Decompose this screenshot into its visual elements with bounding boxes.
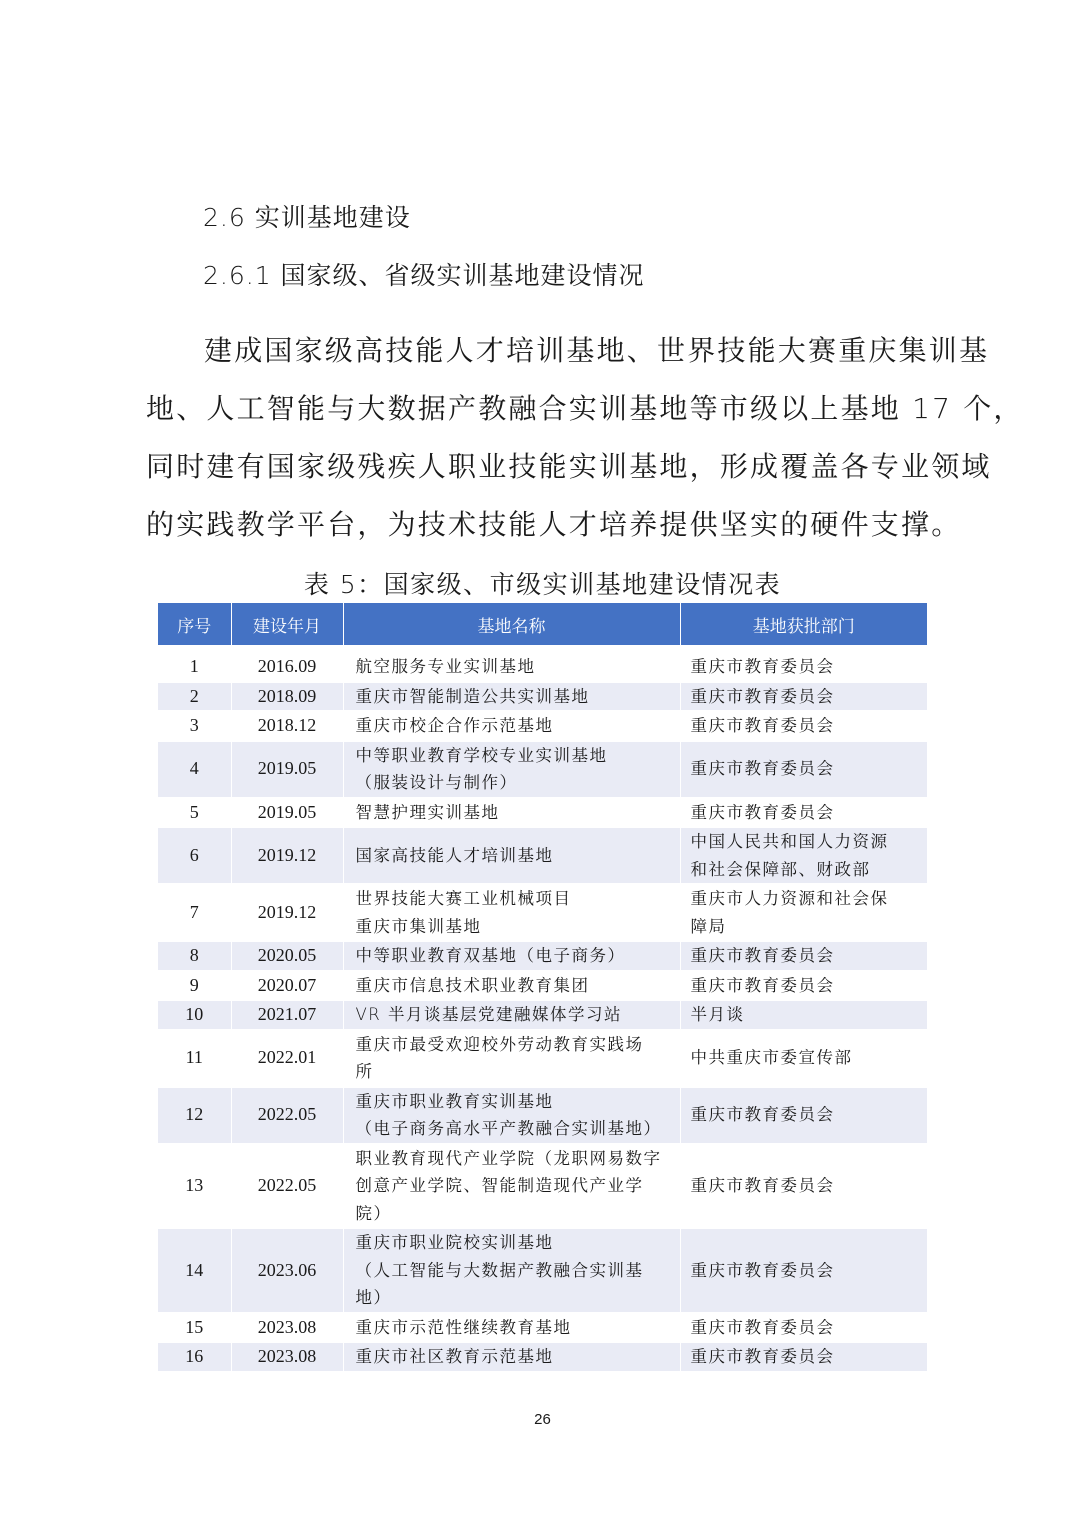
cell-no: 7 — [158, 884, 231, 941]
cell-name — [343, 1030, 680, 1087]
cell-name-line: 中等职业教育双基地（电子商务） — [355, 946, 626, 965]
header-name: 基地名称 — [343, 603, 680, 646]
paragraph-line: 同时建有国家级残疾人职业技能实训基地，形成覆盖各专业领域 — [146, 450, 992, 483]
table-row — [158, 1030, 927, 1087]
cell-name — [343, 884, 680, 941]
cell-dept-line: 重庆市教育委员会 — [690, 1176, 835, 1195]
cell-name-line: 国家高技能人才培训基地 — [355, 845, 554, 865]
cell-dept — [680, 884, 927, 941]
cell-dept — [680, 711, 927, 741]
cell-no: 12 — [158, 1087, 231, 1144]
table-row — [158, 711, 927, 741]
cell-dept-line: 重庆市教育委员会 — [690, 946, 835, 965]
cell-name — [343, 971, 680, 1001]
table-row — [158, 941, 927, 971]
cell-dept — [680, 941, 927, 971]
section-heading: 2.6 实训基地建设 — [203, 203, 411, 232]
table-row — [158, 884, 927, 941]
cell-date: 2018.09 — [231, 682, 343, 712]
cell-no: 2 — [158, 682, 231, 712]
table-row — [158, 741, 927, 798]
cell-name — [343, 652, 680, 682]
cell-date: 2019.12 — [231, 884, 343, 941]
cell-dept-line: 半月谈 — [690, 1005, 745, 1024]
cell-no: 6 — [158, 827, 231, 884]
cell-no: 9 — [158, 971, 231, 1001]
cell-dept — [680, 1313, 927, 1343]
cell-no: 4 — [158, 741, 231, 798]
table-row — [158, 1313, 927, 1343]
cell-dept-line: 重庆市教育委员会 — [690, 657, 835, 676]
cell-no: 15 — [158, 1313, 231, 1343]
header-dept: 基地获批部门 — [680, 603, 927, 646]
training-base-table — [158, 603, 927, 1371]
table-row — [158, 1087, 927, 1144]
cell-date: 2023.06 — [231, 1228, 343, 1313]
cell-name-line: 重庆市社区教育示范基地 — [355, 1347, 554, 1366]
body-paragraph — [146, 322, 1024, 554]
cell-dept-line: 重庆市人力资源和社会保 — [690, 889, 889, 908]
cell-name-line: 创意产业学院、智能制造现代产业学 — [355, 1176, 644, 1195]
cell-name-line: 重庆市集训基地 — [355, 916, 482, 936]
cell-name-line: 重庆市校企合作示范基地 — [355, 716, 554, 735]
cell-date: 2023.08 — [231, 1313, 343, 1343]
cell-name — [343, 1087, 680, 1144]
subsection-heading: 2.6.1 国家级、省级实训基地建设情况 — [203, 261, 645, 290]
paragraph-line: 建成国家级高技能人才培训基地、世界技能大赛重庆集训基 — [204, 334, 990, 367]
table-row — [158, 1000, 927, 1030]
cell-no: 16 — [158, 1342, 231, 1371]
cell-dept-line: 重庆市教育委员会 — [690, 759, 835, 779]
cell-name-line: 世界技能大赛工业机械项目 — [355, 889, 572, 908]
cell-dept-line: 重庆市教育委员会 — [690, 802, 835, 822]
cell-date: 2020.05 — [231, 941, 343, 971]
cell-dept-line: 重庆市教育委员会 — [690, 975, 835, 995]
table-row — [158, 798, 927, 828]
cell-dept-line: 和社会保障部、财政部 — [690, 859, 871, 879]
cell-dept — [680, 1030, 927, 1087]
cell-dept — [680, 741, 927, 798]
cell-name-line: 中等职业教育学校专业实训基地 — [355, 745, 608, 765]
cell-dept — [680, 1144, 927, 1229]
cell-dept-line: 障局 — [690, 916, 727, 936]
cell-date: 2016.09 — [231, 652, 343, 682]
table-row — [158, 1342, 927, 1371]
cell-name-line: （服装设计与制作） — [355, 773, 518, 792]
cell-dept-line: 重庆市教育委员会 — [690, 1347, 835, 1366]
cell-name — [343, 741, 680, 798]
table-header-row — [158, 603, 927, 646]
cell-name — [343, 827, 680, 884]
cell-date: 2018.12 — [231, 711, 343, 741]
cell-name-line: 所 — [355, 1062, 374, 1081]
cell-dept — [680, 1342, 927, 1371]
cell-dept — [680, 1087, 927, 1144]
cell-dept — [680, 798, 927, 828]
cell-name-line: 院） — [355, 1203, 392, 1223]
cell-name — [343, 1000, 680, 1030]
cell-name-line: VR 半月谈基层党建融媒体学习站 — [355, 1005, 622, 1024]
cell-name — [343, 941, 680, 971]
cell-dept — [680, 827, 927, 884]
cell-name-line: （电子商务高水平产教融合实训基地） — [355, 1119, 662, 1138]
cell-no: 3 — [158, 711, 231, 741]
cell-dept-line: 重庆市教育委员会 — [690, 716, 835, 735]
cell-date: 2019.05 — [231, 798, 343, 828]
cell-name-line: 重庆市智能制造公共实训基地 — [355, 686, 590, 706]
cell-date: 2021.07 — [231, 1000, 343, 1030]
cell-dept-line: 重庆市教育委员会 — [690, 1317, 835, 1337]
table-row — [158, 1144, 927, 1229]
cell-dept — [680, 1228, 927, 1313]
cell-no: 8 — [158, 941, 231, 971]
cell-date: 2020.07 — [231, 971, 343, 1001]
cell-date: 2022.05 — [231, 1144, 343, 1229]
cell-dept-line: 重庆市教育委员会 — [690, 1105, 835, 1125]
cell-dept — [680, 1000, 927, 1030]
cell-no: 5 — [158, 798, 231, 828]
cell-name-line: 重庆市职业院校实训基地 — [355, 1233, 554, 1252]
cell-date: 2023.08 — [231, 1342, 343, 1371]
cell-date: 2022.05 — [231, 1087, 343, 1144]
cell-name-line: （人工智能与大数据产教融合实训基 — [355, 1260, 644, 1280]
cell-name — [343, 682, 680, 712]
header-no: 序号 — [158, 603, 231, 646]
cell-dept-line: 中共重庆市委宣传部 — [690, 1048, 853, 1068]
cell-name — [343, 798, 680, 828]
cell-name-line: 地） — [355, 1288, 392, 1307]
cell-name — [343, 1342, 680, 1371]
page-number: 26 — [534, 1411, 551, 1428]
cell-name-line: 重庆市示范性继续教育基地 — [355, 1317, 572, 1337]
cell-no: 13 — [158, 1144, 231, 1229]
cell-no: 11 — [158, 1030, 231, 1087]
paragraph-line: 的实践教学平台，为技术技能人才培养提供坚实的硬件支撑。 — [146, 508, 962, 541]
table-row — [158, 1228, 927, 1313]
cell-name — [343, 711, 680, 741]
cell-no: 10 — [158, 1000, 231, 1030]
cell-name — [343, 1228, 680, 1313]
cell-dept-line: 中国人民共和国人力资源 — [690, 832, 889, 851]
cell-name-line: 重庆市最受欢迎校外劳动教育实践场 — [355, 1034, 644, 1054]
cell-dept-line: 重庆市教育委员会 — [690, 1260, 835, 1280]
table-row — [158, 652, 927, 682]
cell-dept — [680, 652, 927, 682]
cell-name — [343, 1313, 680, 1343]
table-caption: 表 5：国家级、市级实训基地建设情况表 — [303, 570, 782, 599]
cell-no: 14 — [158, 1228, 231, 1313]
table-row — [158, 682, 927, 712]
cell-name-line: 重庆市信息技术职业教育集团 — [355, 975, 590, 995]
cell-date: 2022.01 — [231, 1030, 343, 1087]
cell-dept — [680, 971, 927, 1001]
table-row — [158, 827, 927, 884]
paragraph-line: 地、人工智能与大数据产教融合实训基地等市级以上基地 17 个， — [146, 392, 1024, 425]
cell-dept-line: 重庆市教育委员会 — [690, 686, 835, 706]
header-date: 建设年月 — [231, 603, 343, 646]
cell-date: 2019.05 — [231, 741, 343, 798]
cell-name-line: 航空服务专业实训基地 — [355, 657, 536, 676]
cell-dept — [680, 682, 927, 712]
cell-name-line: 智慧护理实训基地 — [355, 802, 500, 822]
cell-no: 1 — [158, 652, 231, 682]
cell-name — [343, 1144, 680, 1229]
cell-name-line: 职业教育现代产业学院（龙职网易数字 — [355, 1148, 662, 1168]
table-row — [158, 971, 927, 1001]
cell-date: 2019.12 — [231, 827, 343, 884]
cell-name-line: 重庆市职业教育实训基地 — [355, 1091, 554, 1111]
